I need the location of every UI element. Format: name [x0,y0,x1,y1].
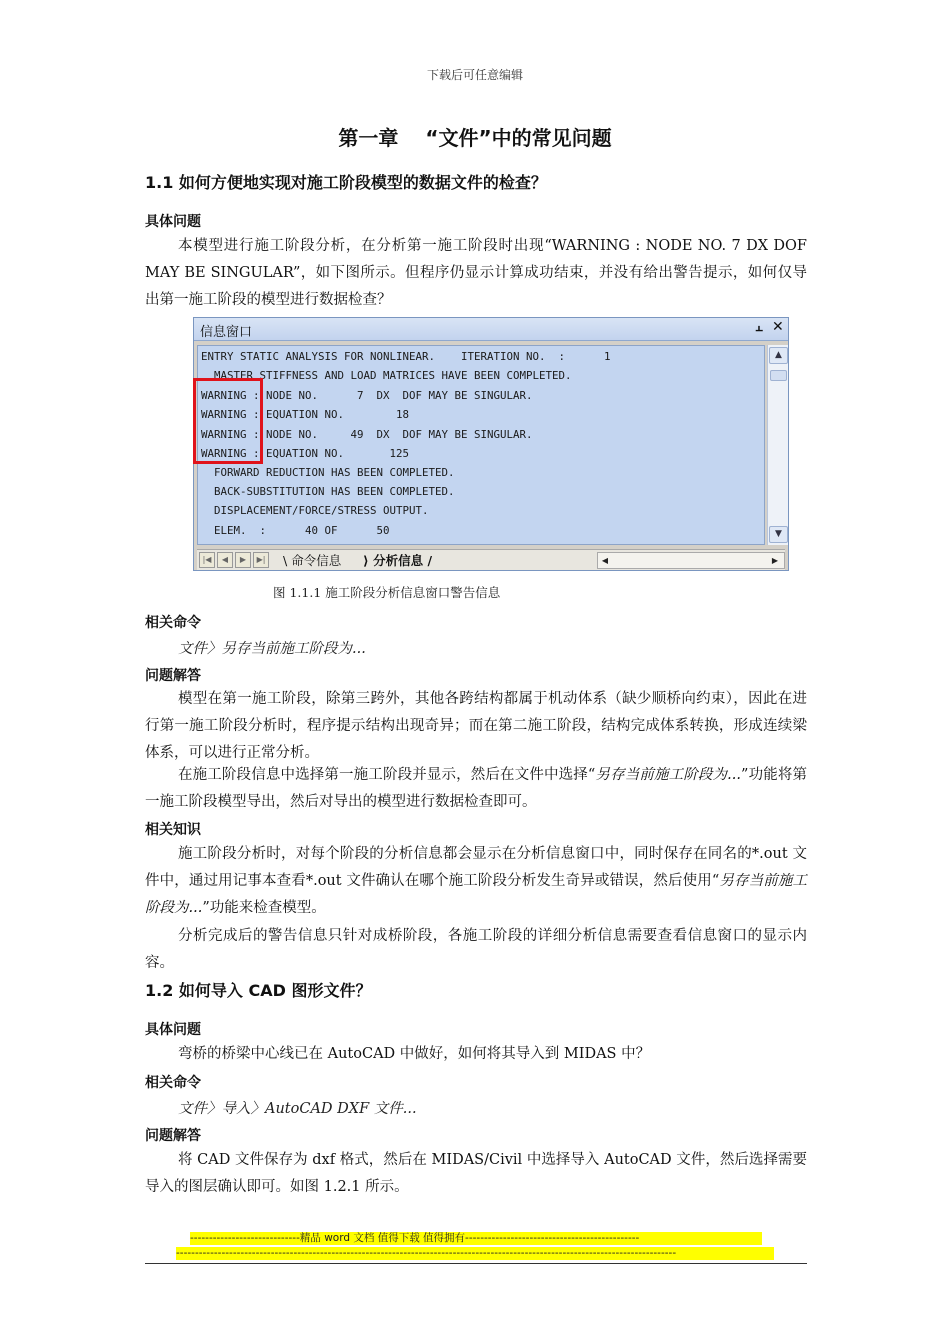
answer-text-2: 将 CAD 文件保存为 dxf 格式，然后在 MIDAS/Civil 中选择导入 AutoCAD 文件，然后选择需要导入的图层确认即可。如图 1.2.1 所示。 [145,1152,807,1195]
console-line: WARNING : EQUATION NO. 18 [201,408,410,421]
tab-analysis-info[interactable]: ⟩ 分析信息 / [363,553,433,568]
tab-label: 分析信息 [373,553,424,568]
console-line: MASTER STIFFNESS AND LOAD MATRICES HAVE BEEN COMPLETED. [201,369,572,382]
problem-label-2: 具体问题 [145,1022,201,1038]
answer-label-2: 问题解答 [145,1128,201,1144]
section-1-2-title: 1.2 如何导入 CAD 图形文件？ [145,981,372,1000]
first-tab-icon[interactable]: |◀ [199,552,215,568]
italic-run: 另存当前施工阶段为... [595,767,742,783]
info-window [193,317,789,571]
scroll-left-icon[interactable]: ◀ [601,556,609,565]
pin-icon[interactable]: ⫠ [755,320,763,335]
tab-label: 命令信息 [291,553,342,568]
figure-caption: 图 1.1.1 施工阶段分析信息窗口警告信息 [273,585,501,600]
command-label: 相关命令 [145,615,201,631]
scroll-down-icon[interactable]: ▼ [769,526,788,543]
problem-text-2: 弯桥的桥梁中心线已在 AutoCAD 中做好，如何将其导入到 MIDAS 中？ [178,1046,651,1062]
console-line: ENTRY STATIC ANALYSIS FOR NONLINEAR. ITERATION NO. : 1 [201,350,611,363]
last-tab-icon[interactable]: ▶| [253,552,269,568]
scroll-up-icon[interactable]: ▲ [769,347,788,364]
prev-tab-icon[interactable]: ◀ [217,552,233,568]
footer-rule [145,1263,807,1264]
info-window-title: 信息窗口 [200,325,253,340]
answer-label: 问题解答 [145,668,201,684]
console-line: WARNING : NODE NO. 7 DX DOF MAY BE SINGULAR. [201,389,533,402]
chapter-title: 第一章 “文件”中的常见问题 [338,126,612,150]
text-run: ”功能来检查模型。 [202,900,326,916]
text-run: ”功能将第一施工阶段模型导出，然后对导出的模型进行数据检查即可。 [145,767,807,810]
scroll-right-icon[interactable]: ▶ [771,556,779,565]
knowledge-paragraph-2: 分析完成后的警告信息只针对成桥阶段，各施工阶段的详细分析信息需要查看信息窗口的显示内容。 [145,928,807,971]
info-window-titlebar [194,318,788,341]
console-line: DISPLACEMENT/FORCE/STRESS OUTPUT. [201,504,429,517]
section-1-1-title: 1.1 如何方便地实现对施工阶段模型的数据文件的检查？ [145,173,547,192]
text-run: 施工阶段分析时，对每个阶段的分析信息都会显示在分析信息窗口中，同时保存在同名的*.out 文件中，通过用记事本查看*.out 文件确认在哪个施工阶段分析发生奇异或错误，然后使用“ [145,846,807,889]
console-line: WARNING : EQUATION NO. 125 [201,447,410,460]
command-text: 文件〉另存当前施工阶段为... [178,641,366,657]
scroll-thumb[interactable] [770,370,787,381]
answer-paragraph-1: 模型在第一施工阶段，除第三跨外，其他各跨结构都属于机动体系（缺少顺桥向约束），因此在进行第一施工阶段分析时，程序提示结构出现奇异；而在第二施工阶段，结构完成体系转换，形成连续梁体系，可以进行正常分析。 [145,691,807,761]
problem-label: 具体问题 [145,214,201,230]
close-icon[interactable]: ✕ [772,319,784,335]
italic-run: 另存当前施工阶段为... [145,873,807,916]
knowledge-paragraph-1 [145,841,807,922]
answer-paragraph-2 [145,762,807,816]
text-run: 在施工阶段信息中选择第一施工阶段并显示，然后在文件中选择“ [178,767,596,783]
tab-command-info[interactable]: \ 命令信息 [283,553,342,568]
message-console [197,345,765,545]
console-line: WARNING : NODE NO. 49 DX DOF MAY BE SINGULAR. [201,428,533,441]
console-line: FORWARD REDUCTION HAS BEEN COMPLETED. [201,466,455,479]
footer-banner: -----------------------------精品 word 文档 值得下载 值得拥有---------------------------------------------- [190,1232,762,1245]
tab-bar [197,549,785,570]
console-line: ELEM. : 40 OF 50 [201,524,390,537]
command-text-2: 文件〉导入〉AutoCAD DXF 文件... [178,1101,417,1117]
next-tab-icon[interactable]: ▶ [235,552,251,568]
vertical-scrollbar[interactable] [767,345,788,545]
footer-banner-dashes: ------------------------------------------------------------------------------------------------------------------------------------ [176,1247,774,1260]
command-label-2: 相关命令 [145,1075,201,1091]
console-line: BACK-SUBSTITUTION HAS BEEN COMPLETED. [201,485,455,498]
header-note: 下载后可任意编辑 [426,68,523,82]
highlight-box [193,378,263,464]
horizontal-scrollbar[interactable] [597,552,785,569]
problem-text: 本模型进行施工阶段分析，在分析第一施工阶段时出现“WARNING : NODE NO. 7 DX DOF MAY BE SINGULAR”，如下图所示。但程序仍显示计算成功结束，并没有给出警告提示，如何仅导出第一施工阶段的模型进行数据检查？ [145,238,807,308]
knowledge-label: 相关知识 [145,822,201,838]
